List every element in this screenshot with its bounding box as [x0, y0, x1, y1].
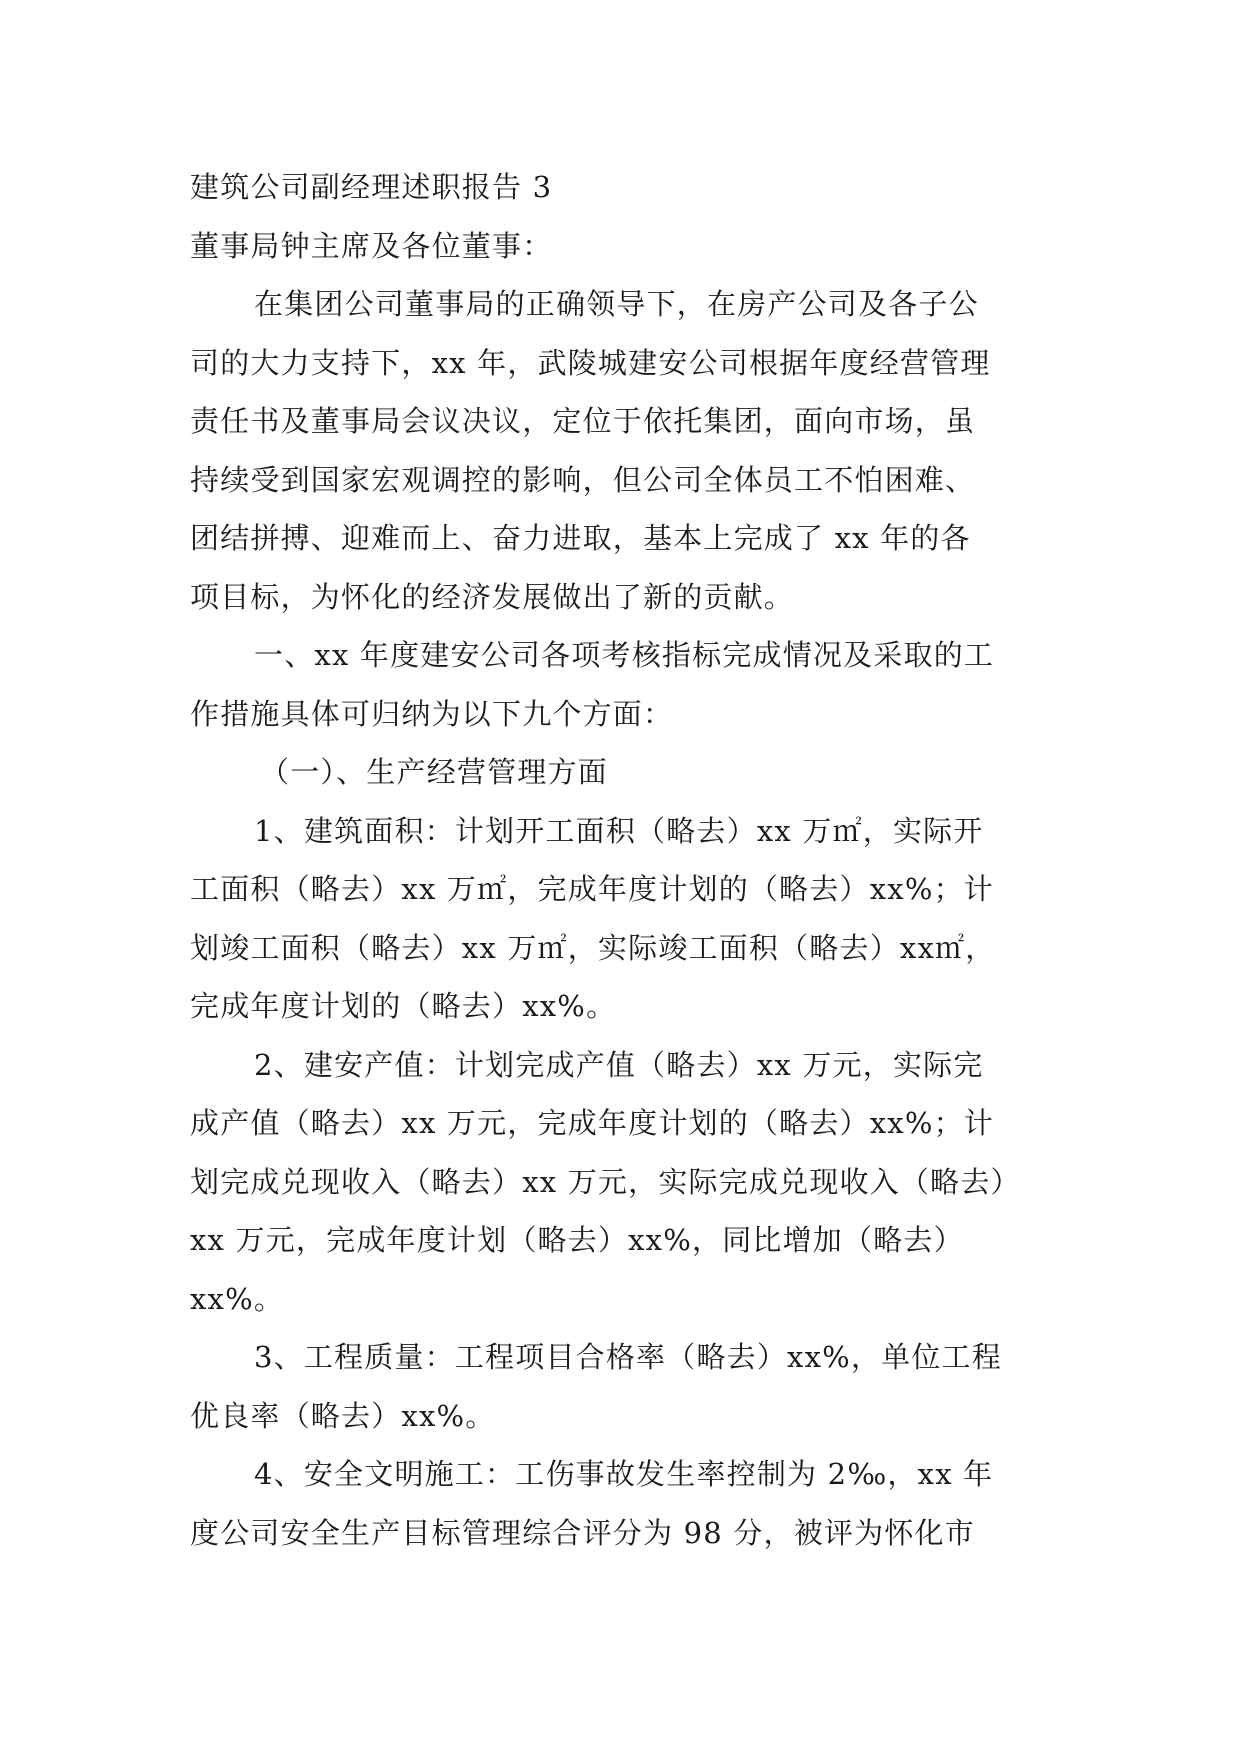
- body-text: [190, 275, 1050, 1562]
- paragraph-line: 划完成兑现收入（略去）xx 万元，实际完成兑现收入（略去）: [190, 1164, 1021, 1199]
- document-title: 建筑公司副经理述职报告 3: [190, 170, 553, 204]
- salutation: 董事局钟主席及各位董事：: [190, 228, 553, 263]
- paragraph-line: 一、xx 年度建安公司各项考核指标完成情况及采取的工: [254, 638, 995, 672]
- paragraph-line: 优良率（略去）xx%。: [190, 1398, 496, 1433]
- paragraph-line: 度公司安全生产目标管理综合评分为 98 分，被评为怀化市: [190, 1515, 975, 1550]
- paragraph-line: （一）、生产经营管理方面: [260, 755, 608, 789]
- document-body: [190, 158, 1050, 1562]
- paragraph-line: 4、安全文明施工：工伤事故发生率控制为 2‰，xx 年: [254, 1457, 994, 1491]
- paragraph-line: 持续受到国家宏观调控的影响，但公司全体员工不怕困难、: [190, 462, 976, 497]
- paragraph-line: 责任书及董事局会议决议，定位于依托集团，面向市场，虽: [190, 404, 976, 438]
- paragraph-line: 作措施具体可归纳为以下九个方面：: [190, 696, 674, 731]
- paragraph-line: 工面积（略去）xx 万㎡，完成年度计划的（略去）xx%；计: [190, 872, 994, 906]
- paragraph-line: 在集团公司董事局的正确领导下，在房产公司及各子公: [254, 287, 979, 321]
- paragraph-line: 项目标，为怀化的经济发展做出了新的贡献。: [190, 579, 795, 614]
- paragraph-line: xx%。: [190, 1281, 285, 1316]
- paragraph-line: 团结拼搏、迎难而上、奋力进取，基本上完成了 xx 年的各: [190, 521, 971, 555]
- paragraph-line: 1、建筑面积：计划开工面积（略去）xx 万㎡，实际开: [254, 813, 984, 848]
- paragraph-line: 司的大力支持下，xx 年，武陵城建安公司根据年度经营管理: [190, 345, 991, 380]
- paragraph-line: 划竣工面积（略去）xx 万㎡，实际竣工面积（略去）xx㎡，: [190, 930, 996, 965]
- paragraph-line: 完成年度计划的（略去）xx%。: [190, 989, 617, 1023]
- paragraph-line: 3、工程质量：工程项目合格率（略去）xx%，单位工程: [254, 1340, 1002, 1374]
- paragraph-line: 成产值（略去）xx 万元，完成年度计划的（略去）xx%；计: [190, 1106, 994, 1140]
- paragraph-line: 2、建安产值：计划完成产值（略去）xx 万元，实际完: [254, 1047, 984, 1082]
- paragraph-line: xx 万元，完成年度计划（略去）xx%，同比增加（略去）: [190, 1223, 964, 1257]
